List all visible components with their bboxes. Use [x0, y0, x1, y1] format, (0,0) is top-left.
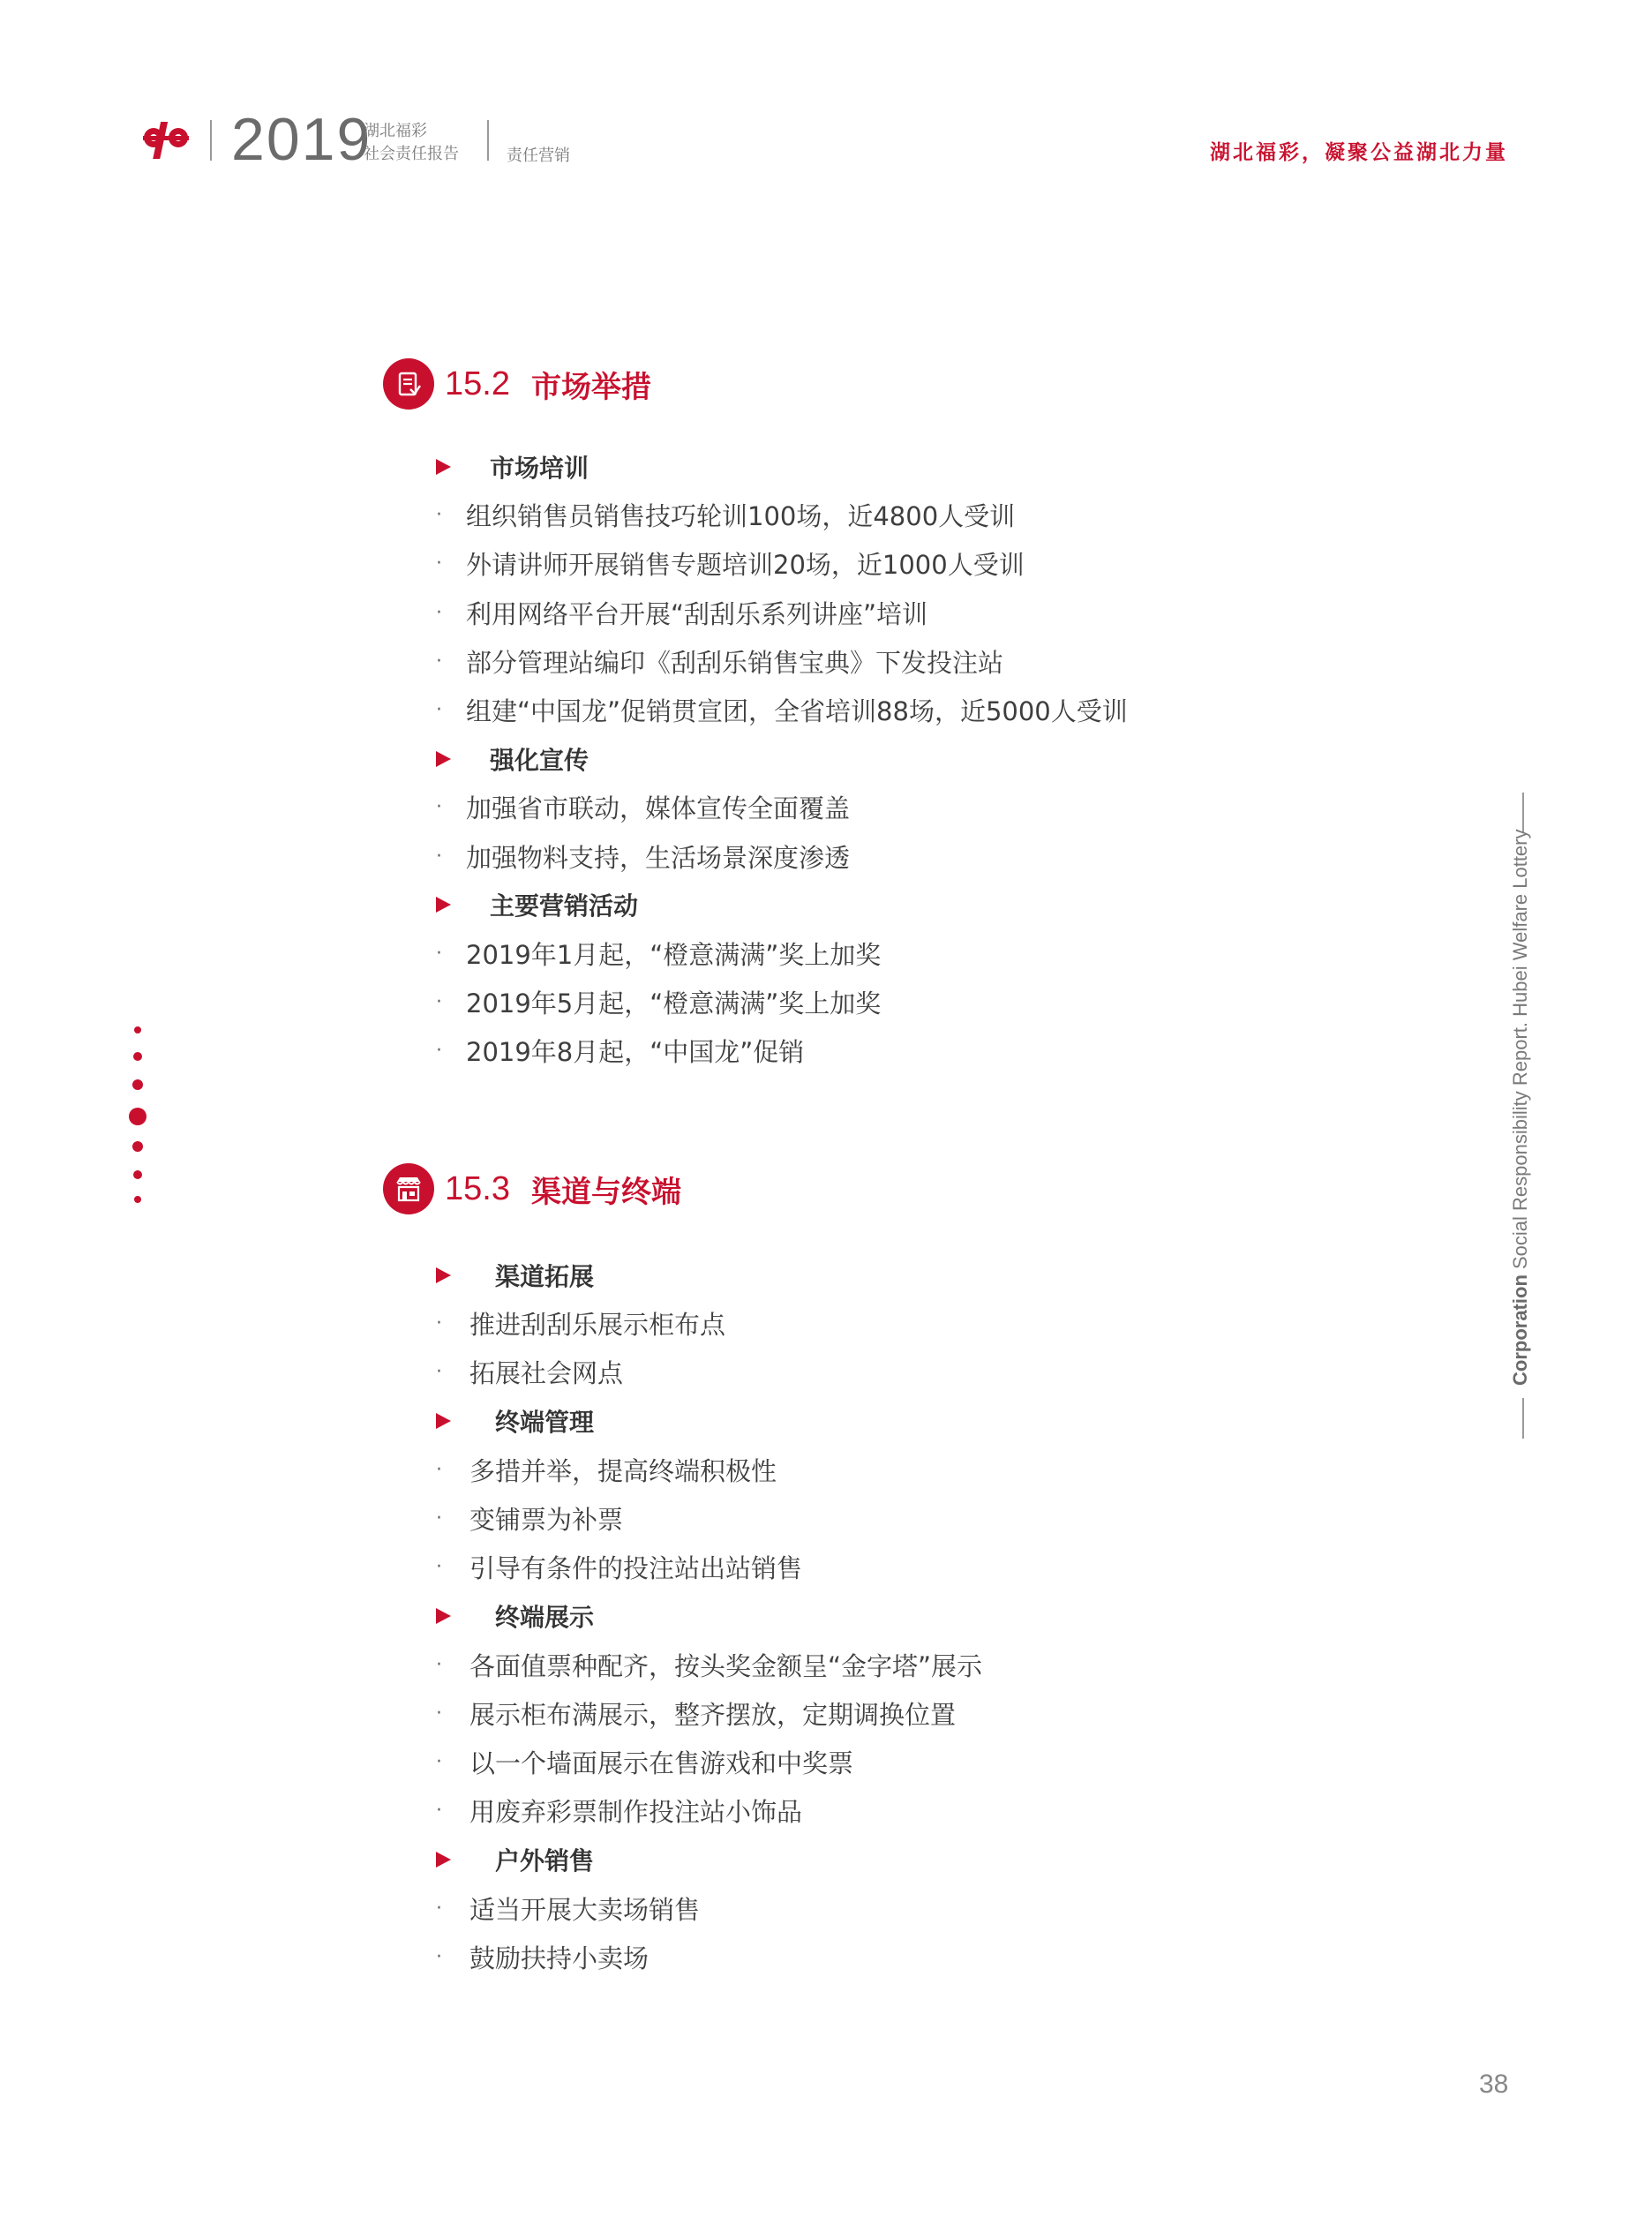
side-rule-bottom	[1522, 1398, 1524, 1439]
list-item: · 外请讲师开展销售专题培训20场，近1000人受训	[436, 550, 1025, 581]
header-divider	[210, 120, 212, 161]
triangle-marker-icon	[436, 1608, 451, 1624]
section-heading-15-3	[383, 1163, 681, 1214]
section-number: 15.2	[445, 365, 510, 402]
list-item: · 2019年1月起，“橙意满满”奖上加奖	[436, 939, 882, 970]
list-subheading: 渠道拓展	[432, 1251, 982, 1299]
list-item: · 展示柜布满展示，整齐摆放，定期调换位置	[436, 1699, 957, 1730]
lottery-logo-icon	[141, 118, 191, 162]
market-measures-list	[432, 442, 1128, 1075]
page-number: 38	[1479, 2070, 1509, 2099]
list-item: · 以一个墙面展示在售游戏和中奖票	[436, 1748, 854, 1778]
triangle-marker-icon	[436, 1852, 451, 1868]
triangle-marker-icon	[436, 751, 451, 767]
list-item: · 加强省市联动，媒体宣传全面覆盖	[436, 793, 851, 824]
report-year: 2019	[231, 106, 372, 173]
store-icon	[383, 1163, 434, 1214]
list-item: · 利用网络平台开展“刮刮乐系列讲座”培训	[436, 598, 928, 629]
list-item: · 鼓励扶持小卖场	[436, 1943, 650, 1973]
list-item: · 多措并举，提高终端积极性	[436, 1455, 777, 1486]
list-item: · 拓展社会网点	[436, 1358, 624, 1389]
org-line-1: 湖北福彩	[364, 122, 427, 140]
side-report-title: Corporation Social Responsibility Report. Hubei Welfare Lottery	[1509, 829, 1531, 1386]
list-subheading: 强化宣传	[432, 734, 1128, 783]
chapter-title: 责任营销	[507, 147, 570, 165]
list-item: · 组织销售员销售技巧轮训100场，近4800人受训	[436, 501, 1016, 532]
progress-dot	[134, 1026, 141, 1034]
section-number: 15.3	[445, 1169, 510, 1207]
list-subheading: 主要营销活动	[432, 881, 1128, 929]
org-line-2: 社会责任报告	[364, 145, 459, 163]
list-subheading: 终端管理	[432, 1397, 982, 1446]
section-heading-15-2	[383, 358, 651, 410]
progress-dot	[133, 1052, 142, 1061]
list-item: · 组建“中国龙”促销贯宣团，全省培训88场，近5000人受训	[436, 696, 1128, 727]
slogan: 湖北福彩，凝聚公益湖北力量	[1210, 140, 1508, 164]
list-subheading: 市场培训	[432, 442, 1128, 491]
list-item: · 2019年8月起，“中国龙”促销	[436, 1037, 805, 1068]
section-title: 渠道与终端	[530, 1174, 681, 1210]
channels-terminals-list	[432, 1251, 982, 1981]
side-rule-top	[1522, 793, 1524, 833]
list-item: · 各面值票种配齐，按头奖金额呈“金字塔”展示	[436, 1650, 983, 1681]
progress-dot	[132, 1079, 143, 1090]
list-item: · 引导有条件的投注站出站销售	[436, 1553, 803, 1584]
list-subheading: 户外销售	[432, 1835, 982, 1883]
header-divider	[487, 120, 489, 161]
progress-dot	[133, 1170, 142, 1179]
list-item: · 2019年5月起，“橙意满满”奖上加奖	[436, 988, 882, 1019]
triangle-marker-icon	[436, 1413, 451, 1429]
progress-dot	[134, 1196, 141, 1203]
section-title: 市场举措	[530, 369, 651, 405]
list-item: · 部分管理站编印《刮刮乐销售宝典》下发投注站	[436, 647, 1004, 678]
list-item: · 变铺票为补票	[436, 1505, 624, 1536]
list-subheading: 终端展示	[432, 1591, 982, 1640]
list-item: · 用废弃彩票制作投注站小饰品	[436, 1797, 803, 1828]
list-item: · 加强物料支持，生活场景深度渗透	[436, 842, 851, 873]
triangle-marker-icon	[436, 459, 451, 475]
list-item: · 推进刮刮乐展示柜布点	[436, 1310, 726, 1341]
progress-dot-active	[129, 1108, 146, 1125]
report-org	[364, 120, 459, 166]
progress-dot	[132, 1141, 143, 1152]
triangle-marker-icon	[436, 897, 451, 913]
list-item: · 适当开展大卖场销售	[436, 1894, 701, 1925]
document-icon	[383, 358, 434, 410]
triangle-marker-icon	[436, 1267, 451, 1283]
